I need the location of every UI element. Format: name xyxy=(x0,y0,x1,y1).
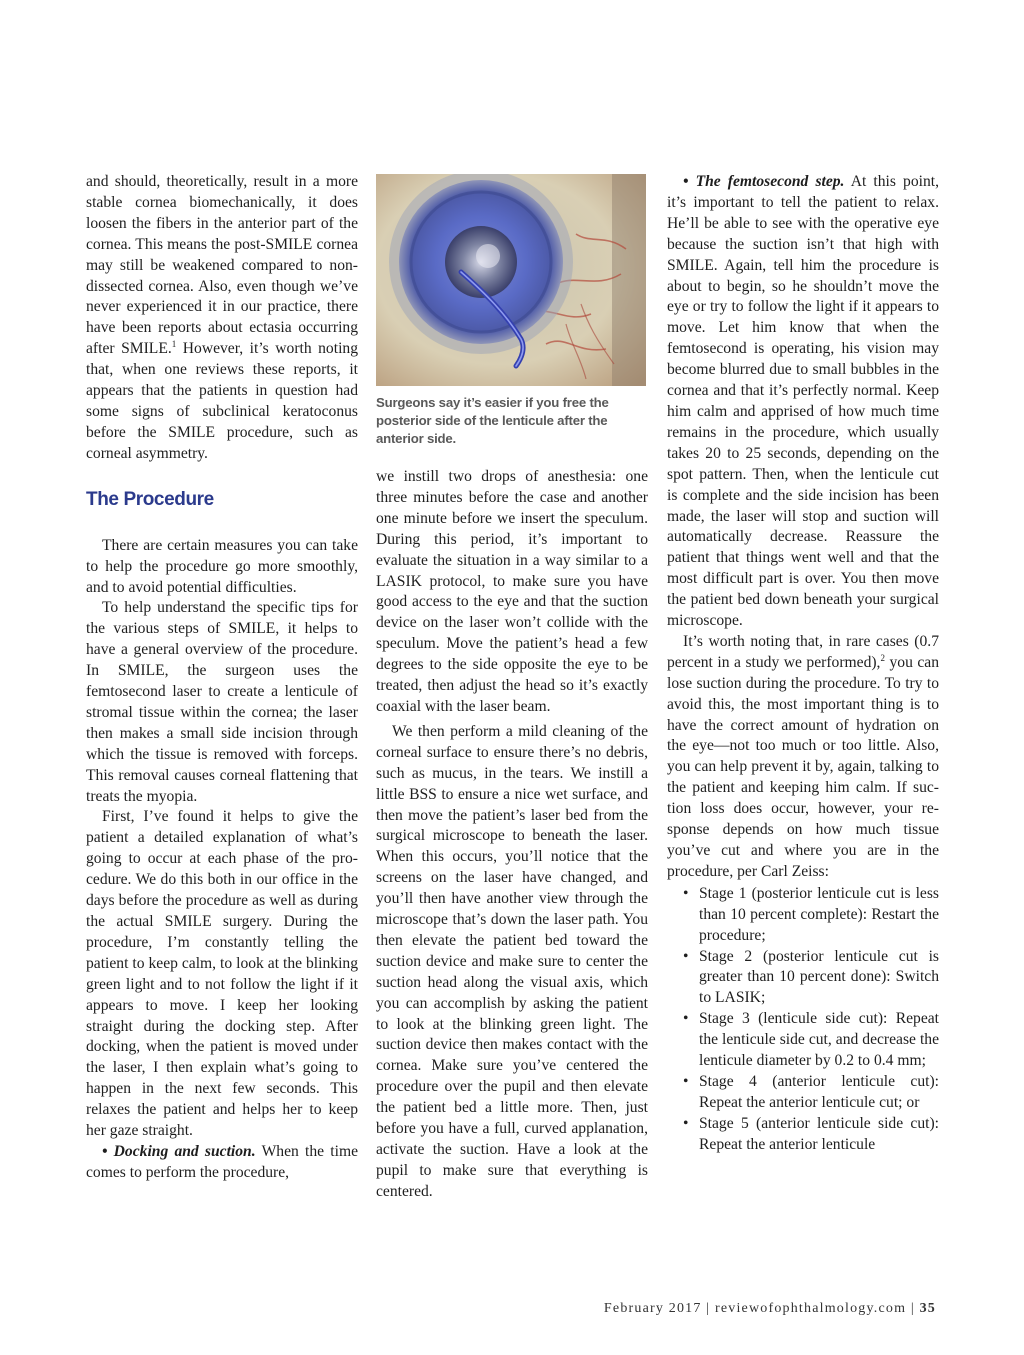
footer-text: February 2017 | reviewofophthalmology.com | xyxy=(603,1301,920,1316)
paragraph: we instill two drops of anesthesia: one three minutes before the case and another one minute before we insert the speculum. During this period, it’s important to evaluate the situation in a way similar to a LASIK protocol, to make sure you have good access to the eye and that the suction device on the laser won’t collide with the speculum. Move the patient’s head a few degrees to the side opposite the eye to be treated, then adjust the head so it’s exactly coaxial with the laser beam. xyxy=(376,468,648,715)
paragraph: There are certain measures you can take to help the procedure go more smoothly, and to avoid potential difficulties. xyxy=(86,536,358,596)
section-heading: The Procedure xyxy=(86,488,214,510)
paragraph: It’s worth noting that, in rare cases (0.7 percent in a study we performed),$^2$ you can lose suction during the procedure. To try to avoid this, the most important thing is to have the correct amount of hydration on the eye—not too much or too little. Also, you can help prevent it by, again, talking to the patient and keeping him calm. If suction loss does occur, however, your response depends on how much tissue you’ve cut and where you are in the procedure, per Carl Zeiss: xyxy=(667,632,940,880)
paragraph: and should, theoretically, result in a more stable cornea biomechanically, it does loosen the fibers in the anterior part of the cornea. This means the post-SMILE cornea may still be weakened compared to non-dissected cornea. Also, even though we’ve never experienced it in our practice, there have been reports about ectasia occurring after SMILE.$^1$ However, it’s worth noting that, when one reviews these reports, it appears that the patients in question had some signs of subclinical keratoconus before the SMILE procedure, such as corneal asymmetry. xyxy=(86,173,358,462)
list-item: • Stage 5 (anterior lenticule side cut): Repeat the anterior lenticule xyxy=(667,1114,939,1156)
paragraph: • The femtosecond step. At this point, it’s important to tell the patient to relax. He’ll be able to see with the operative eye because the suction isn’t that high with SMILE. Again, tell him the procedure is about to begin, so he shouldn’t move the eye or try to follow the light if it appears to move. Let him know that when the femtosecond is operating, his vision may become blurred due to small bubbles in the cornea and that it’s perfectly normal. Keep him calm and apprised of how much time remains in the procedure, which usually takes 20 to 25 seconds, depending on the spot pattern. Then, when the lenticule cut is complete and the side incision has been made, the laser will stop and suction will automatically decrease. Reassure the patient that things went well and that the most difficult part is over. You then move the patient bed down beneath your surgical microscope. xyxy=(667,173,939,630)
list-item: • Stage 1 (posterior lenticule cut is less than 10 percent complete): Restart the procedure; xyxy=(667,884,939,947)
paragraph: To help understand the specific tips for the various steps of SMILE, it helps to have a general overview of the procedure. In SMILE, the surgeon uses the femtosecond laser to create a lenticule of stromal tissue within the cornea; the laser then makes a small side incision through which the tissue is removed with forceps. This removal causes corneal flattening that treats the myopia. xyxy=(86,599,358,805)
footnote-ref[interactable]: 2 xyxy=(880,652,885,663)
figure xyxy=(376,174,646,448)
surgery-eye-photo xyxy=(376,174,646,386)
paragraph: First, I’ve found it helps to give the patient a detailed explanation of what’s going to occur at each phase of the procedure. We do this both in our office in the days before the procedure as well as during the actual SMILE surgery. During the procedure, I’m constantly telling the patient to keep calm, to look at the blinking green light and to not follow the light if it appears to move. I keep her looking straight during the docking step. After docking, when the patient is moved under the laser, I then explain what’s going to happen in the next few seconds. This relaxes the patient and helps her to keep her gaze straight. xyxy=(86,808,358,1140)
column-2 xyxy=(376,467,648,1203)
page-number: 35 xyxy=(919,1301,936,1316)
list-item: • Stage 3 (lenticule side cut): Repeat the lenticule side cut, and decrease the lenticule diameter by 0.2 to 0.4 mm; xyxy=(667,1009,939,1072)
column-3 xyxy=(667,172,939,1156)
step-lead: • Docking and suction. xyxy=(102,1142,256,1160)
paragraph: We then perform a mild cleaning of the corneal surface to ensure there’s no debris, such as mucus, in the tears. We instill a little BSS to ensure a nice wet surface, and then move the patient’s laser bed from the surgical microscope to beneath the laser. When this occurs, you’ll notice that the screens on the laser have changed, and you’ll then have another view through the microscope that’s down the laser path. You then elevate the patient bed toward the suction device and make sure to center the suction head along the visual axis, which you can accomplish by asking the patient to look at the blinking green light. The suction device then makes contact with the cornea. Make sure you’ve centered the procedure over the pupil and then elevate the patient bed a little more. Then, just before you have a full, curved applanation, activate the suction. Have a look at the pupil to make sure that everything is centered. xyxy=(376,722,648,1200)
step-lead: • The femtosecond step. xyxy=(683,173,845,190)
list-item: • Stage 2 (posterior lenticule cut is greater than 10 percent done): Switch to LASIK; xyxy=(667,947,939,1010)
column-1 xyxy=(86,172,358,1184)
figure-caption: Surgeons say it’s easier if you free the posterior side of the lenticule after the anterior side. xyxy=(376,395,609,446)
stage-list xyxy=(667,884,939,1156)
page-footer xyxy=(604,1301,936,1317)
paragraph: • Docking and suction. When the time comes to perform the procedure, xyxy=(86,1142,358,1181)
list-item: • Stage 4 (anterior lenticule cut): Repeat the anterior lenticule cut; or xyxy=(667,1072,939,1114)
footnote-ref[interactable]: 1 xyxy=(171,339,177,350)
